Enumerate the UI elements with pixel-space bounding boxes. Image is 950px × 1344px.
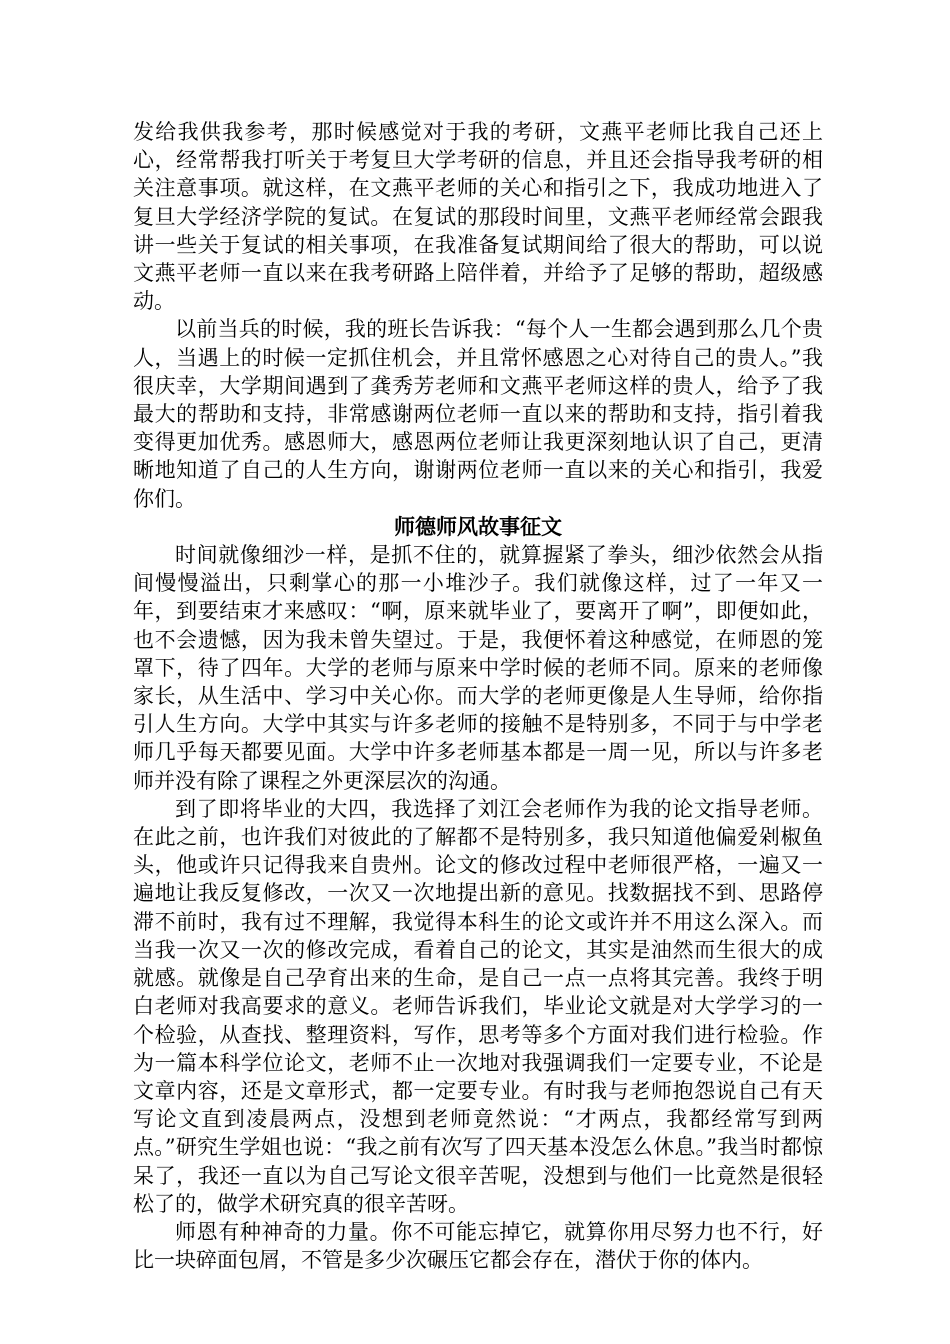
paragraph-thesis-advisor: 到了即将毕业的大四，我选择了刘江会老师作为我的论文指导老师。在此之前，也许我们对彼此的了解都不是特别多，我只知道他偏爱剁椒鱼头，他或许只记得我来自贵州。论文的修改过程中老师很严格，一遍又一遍地让我反复修改，一次又一次地提出新的意见。找数据找不到、思路停滞不前时，我有过不理解，我觉得本科生的论文或许并不用这么深入。而当我一次又一次的修改完成，看着自己的论文，其实是油然而生很大的成就感。就像是自己孕育出来的生命，是自己一点一点将其完善。我终于明白老师对我高要求的意义。老师告诉我们，毕业论文就是对大学学习的一个检验，从查找、整理资料，写作，思考等多个方面对我们进行检验。作为一篇本科学位论文，老师不止一次地对我强调我们一定要专业，不论是文章内容，还是文章形式，都一定要专业。有时我与老师抱怨说自己有天写论文直到凌晨两点，没想到老师竟然说：“才两点，我都经常写到两点。”研究生学姐也说：“我之前有次写了四天基本没怎么休息。”我当时都惊呆了，我还一直以为自己写论文很辛苦呢，没想到与他们一比竟然是很轻松了的，做学术研究真的很辛苦呀。	[133, 796, 823, 1216]
paragraph-squad-leader: 以前当兵的时候，我的班长告诉我：“每个人一生都会遇到那么几个贵人，当遇上的时候一定抓住机会，并且常怀感恩之心对待自己的贵人。”我很庆幸，大学期间遇到了龚秀芳老师和文燕平老师这样的贵人，给予了我最大的帮助和支持，非常感谢两位老师一直以来的帮助和支持，指引着我变得更加优秀。感恩师大，感恩两位老师让我更深刻地认识了自己，更清晰地知道了自己的人生方向，谢谢两位老师一直以来的关心和指引，我爱你们。	[133, 317, 823, 511]
document-page	[133, 118, 823, 1274]
paragraph-teacher-grace: 师恩有种神奇的力量。你不可能忘掉它，就算你用尽努力也不行，好比一块碎面包屑，不管是多少次碾压它都会存在，潜伏于你的体内。	[133, 1219, 823, 1273]
paragraph-time-sand: 时间就像细沙一样，是抓不住的，就算握紧了拳头，细沙依然会从指间慢慢溢出，只剩掌心的那一小堆沙子。我们就像这样，过了一年又一年，到要结束才来感叹：“啊，原来就毕业了，要离开了啊”，即便如此，也不会遗憾，因为我未曾失望过。于是，我便怀着这种感觉，在师恩的笼罩下，待了四年。大学的老师与原来中学时候的老师不同。原来的老师像家长，从生活中、学习中关心你。而大学的老师更像是人生导师，给你指引人生方向。大学中其实与许多老师的接触不是特别多，不同于与中学老师几乎每天都要见面。大学中许多老师基本都是一周一见，所以与许多老师并没有除了课程之外更深层次的沟通。	[133, 543, 823, 793]
section-title: 师德师风故事征文	[394, 513, 562, 539]
paragraph-continuation: 发给我供我参考，那时候感觉对于我的考研，文燕平老师比我自己还上心，经常帮我打听关于考复旦大学考研的信息，并且还会指导我考研的相关注意事项。就这样，在文燕平老师的关心和指引之下，我成功地进入了复旦大学经济学院的复试。在复试的那段时间里，文燕平老师经常会跟我讲一些关于复试的相关事项，在我准备复试期间给了很大的帮助，可以说文燕平老师一直以来在我考研路上陪伴着，并给予了足够的帮助，超级感动。	[133, 120, 823, 314]
